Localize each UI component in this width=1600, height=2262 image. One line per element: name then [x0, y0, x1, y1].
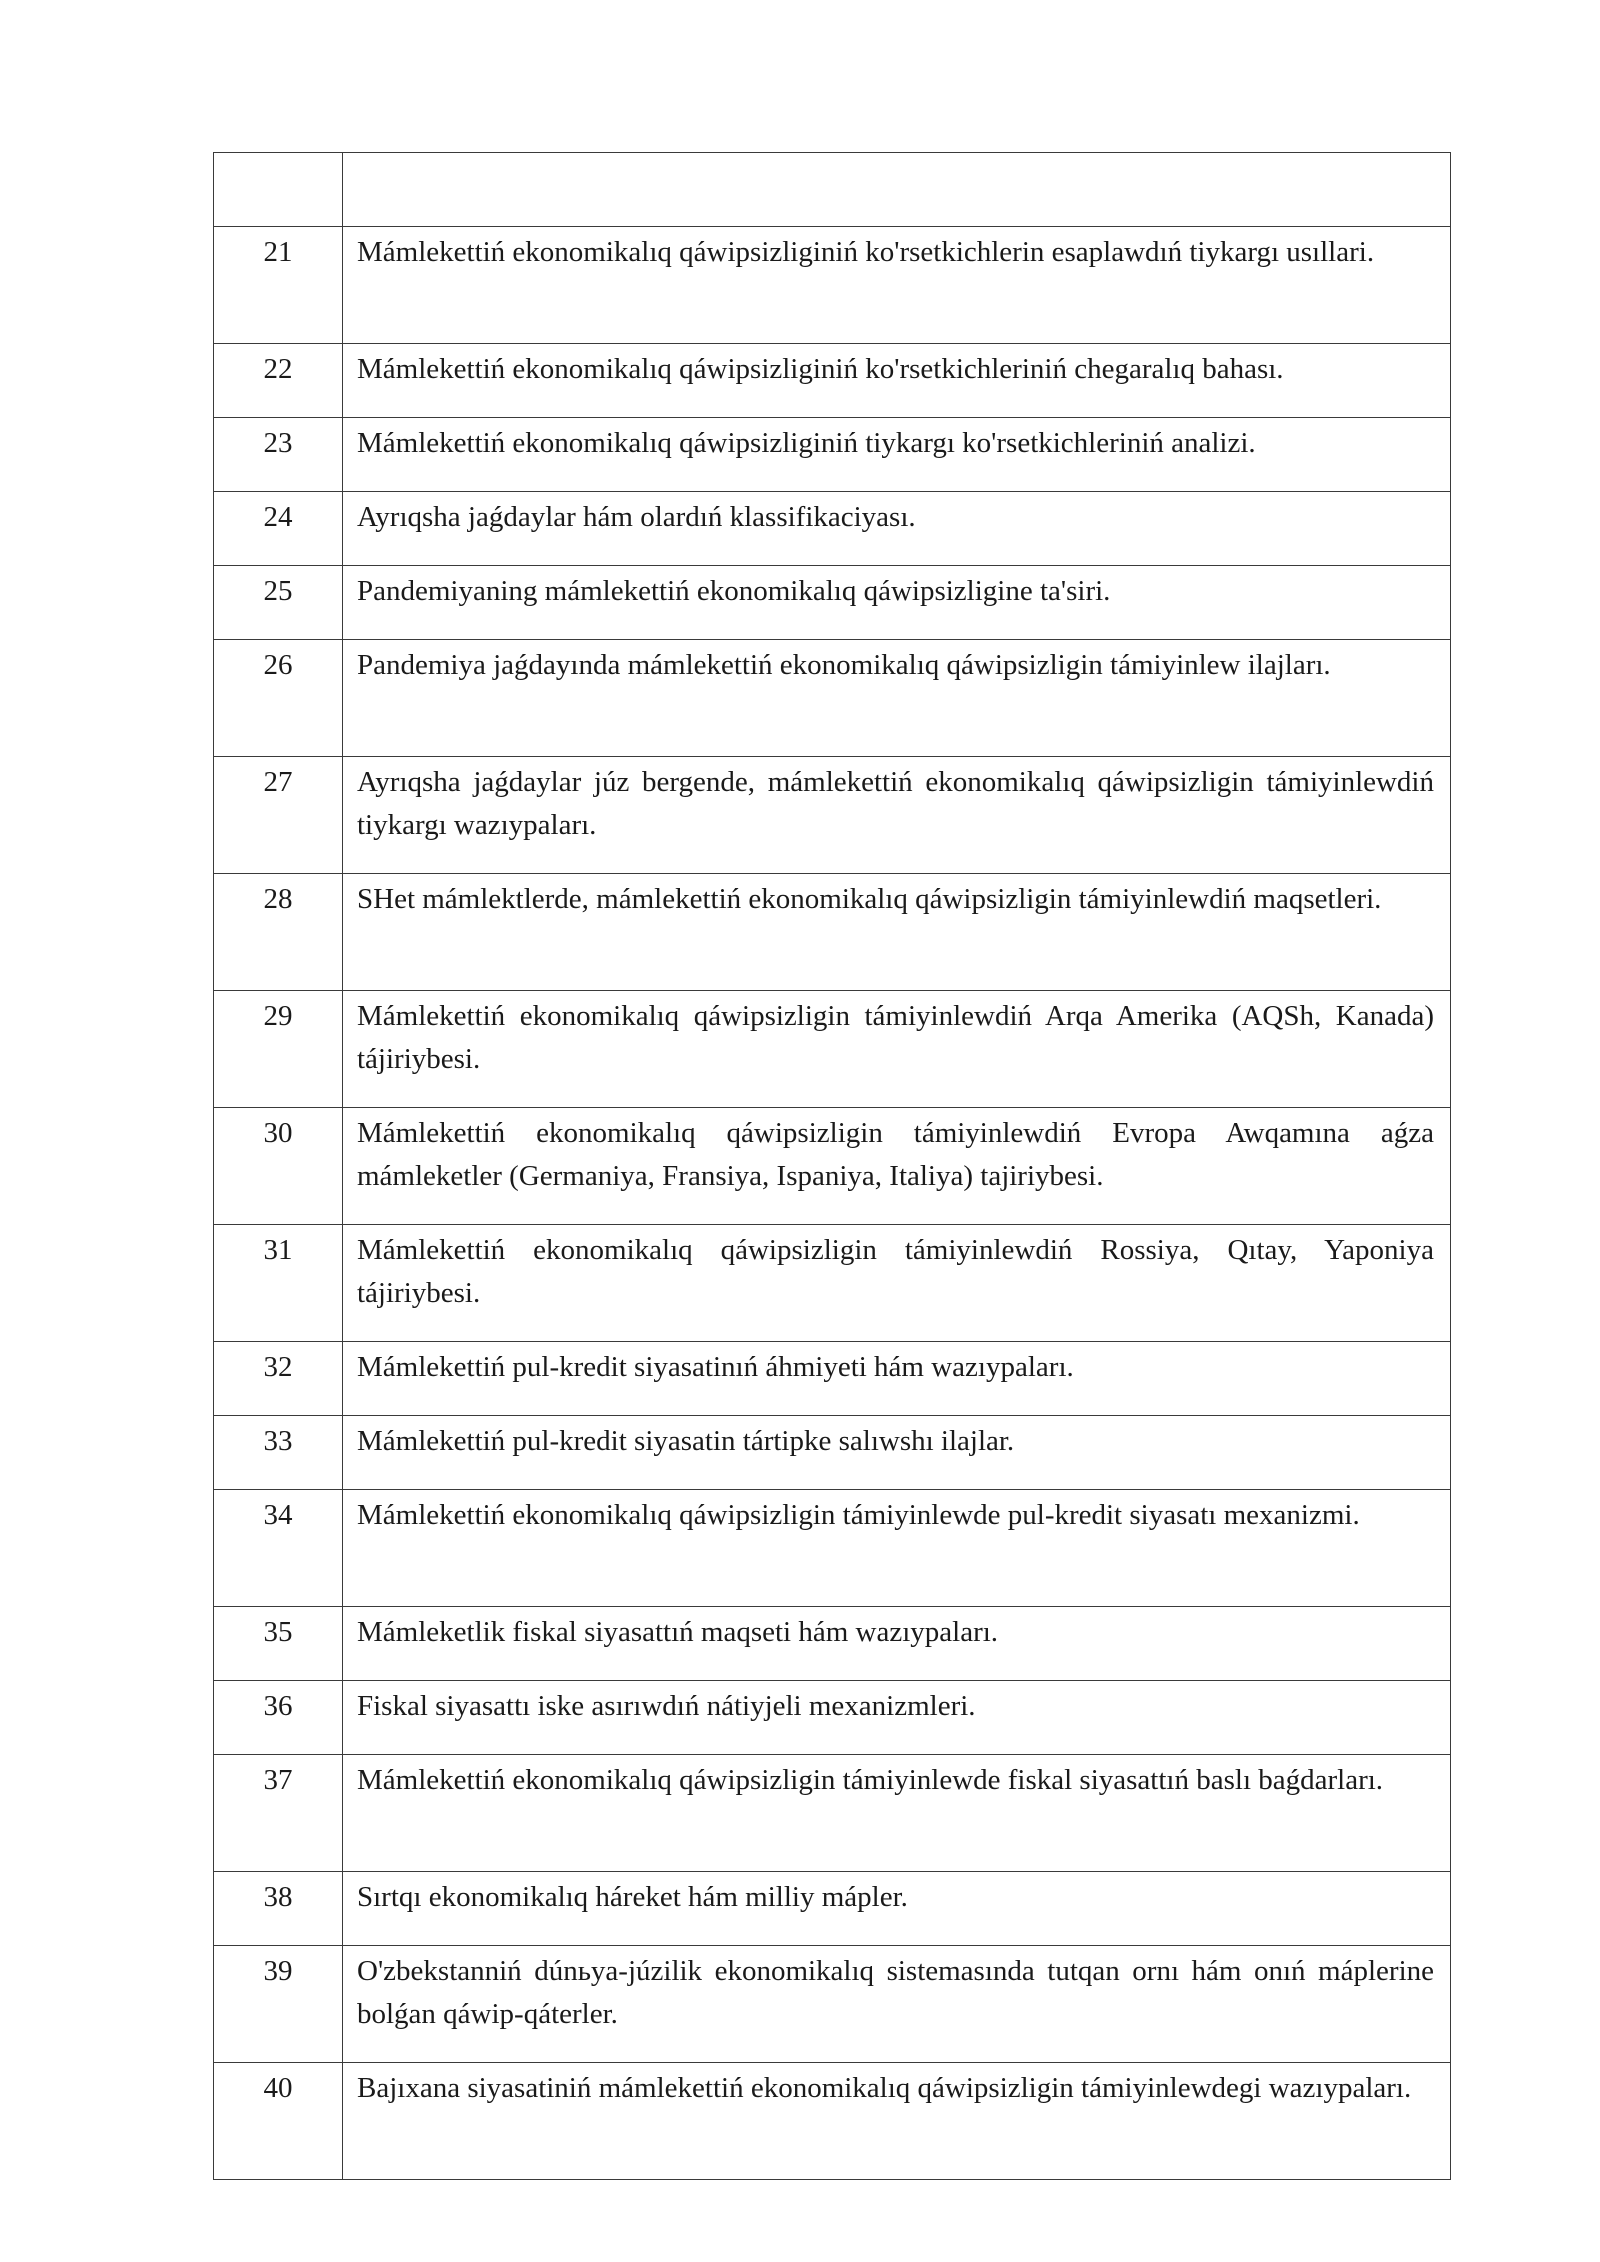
table-row	[214, 1342, 1451, 1416]
topic-title: Mámlekettiń ekonomikalıq qáwipsizligin támiyinlewdiń Rossiya, Qıtay, Yaponiya tájiriybesi.	[343, 1225, 1451, 1342]
topic-number: 35	[214, 1607, 343, 1681]
topic-title: Mámlekettiń pul-kredit siyasatin tártipke salıwshı ilajlar.	[343, 1416, 1451, 1490]
topic-title: Sırtqı ekonomikalıq háreket hám milliy mápler.	[343, 1872, 1451, 1946]
table-row	[214, 1490, 1451, 1607]
table-row	[214, 1946, 1451, 2063]
topic-number: 37	[214, 1755, 343, 1872]
table-row	[214, 1225, 1451, 1342]
topic-title: Mámlekettiń ekonomikalıq qáwipsizligin támiyinlewde pul-kredit siyasatı mexanizmi.	[343, 1490, 1451, 1607]
table-row	[214, 1755, 1451, 1872]
topic-number: 22	[214, 344, 343, 418]
topic-number: 21	[214, 227, 343, 344]
topic-number: 30	[214, 1108, 343, 1225]
table-row	[214, 492, 1451, 566]
topic-number: 29	[214, 991, 343, 1108]
topic-number: 38	[214, 1872, 343, 1946]
topic-title: Mámlekettiń ekonomikalıq qáwipsizligin támiyinlewdiń Evropa Awqamına aǵza mámleketler (Germaniya, Fransiya, Ispaniya, Italiya) tajiriybesi.	[343, 1108, 1451, 1225]
table-header-row	[214, 153, 1451, 227]
topic-number: 33	[214, 1416, 343, 1490]
table-row	[214, 1607, 1451, 1681]
topic-number: 26	[214, 640, 343, 757]
header-title-cell	[343, 153, 1451, 227]
table-row	[214, 344, 1451, 418]
table-row	[214, 1108, 1451, 1225]
topic-title: SHet mámlektlerde, mámlekettiń ekonomikalıq qáwipsizligin támiyinlewdiń maqsetleri.	[343, 874, 1451, 991]
topic-number: 28	[214, 874, 343, 991]
topic-title: Ayrıqsha jaǵdaylar hám olardıń klassifikaciyası.	[343, 492, 1451, 566]
topic-title: Mámlekettiń ekonomikalıq qáwipsizligin támiyinlewde fiskal siyasattıń baslı baǵdarları.	[343, 1755, 1451, 1872]
table-row	[214, 227, 1451, 344]
table-row	[214, 874, 1451, 991]
table-row	[214, 1872, 1451, 1946]
table-row	[214, 1681, 1451, 1755]
topic-title: Mámlekettiń ekonomikalıq qáwipsizliginiń tiykargı ko'rsetkichleriniń analizi.	[343, 418, 1451, 492]
topic-number: 39	[214, 1946, 343, 2063]
topic-title: Fiskal siyasattı iske asırıwdıń nátiyjeli mexanizmleri.	[343, 1681, 1451, 1755]
topics-table	[213, 152, 1451, 2180]
topic-number: 34	[214, 1490, 343, 1607]
table-row	[214, 640, 1451, 757]
topics-table-body	[214, 153, 1451, 2180]
topic-number: 32	[214, 1342, 343, 1416]
topic-number: 27	[214, 757, 343, 874]
topic-title: Mámlekettiń ekonomikalıq qáwipsizligin támiyinlewdiń Arqa Amerika (AQSh, Kanada) tájiriybesi.	[343, 991, 1451, 1108]
topic-number: 40	[214, 2063, 343, 2180]
table-row	[214, 418, 1451, 492]
topic-title: Mámlekettiń ekonomikalıq qáwipsizliginiń ko'rsetkichleriniń chegaralıq bahası.	[343, 344, 1451, 418]
table-row	[214, 566, 1451, 640]
table-row	[214, 1416, 1451, 1490]
table-row	[214, 2063, 1451, 2180]
topic-title: O'zbekstanniń dúnьya-júzilik ekonomikalıq sistemasında tutqan ornı hám onıń máplerine bolǵan qáwip-qáterler.	[343, 1946, 1451, 2063]
table-row	[214, 991, 1451, 1108]
topic-number: 25	[214, 566, 343, 640]
topic-number: 24	[214, 492, 343, 566]
topic-title: Mámleketlik fiskal siyasattıń maqseti hám wazıypaları.	[343, 1607, 1451, 1681]
header-number-cell	[214, 153, 343, 227]
topic-title: Mámlekettiń pul-kredit siyasatinıń áhmiyeti hám wazıypaları.	[343, 1342, 1451, 1416]
topic-title: Ayrıqsha jaǵdaylar júz bergende, mámlekettiń ekonomikalıq qáwipsizligin támiyinlewdiń tiykargı wazıypaları.	[343, 757, 1451, 874]
topic-number: 31	[214, 1225, 343, 1342]
topic-title: Bajıxana siyasatiniń mámlekettiń ekonomikalıq qáwipsizligin támiyinlewdegi wazıypaları.	[343, 2063, 1451, 2180]
topic-title: Pandemiya jaǵdayında mámlekettiń ekonomikalıq qáwipsizligin támiyinlew ilajları.	[343, 640, 1451, 757]
topic-title: Mámlekettiń ekonomikalıq qáwipsizliginiń ko'rsetkichlerin esaplawdıń tiykargı usıllari.	[343, 227, 1451, 344]
topic-number: 36	[214, 1681, 343, 1755]
topic-title: Pandemiyaning mámlekettiń ekonomikalıq qáwipsizligine ta'siri.	[343, 566, 1451, 640]
table-row	[214, 757, 1451, 874]
topic-number: 23	[214, 418, 343, 492]
